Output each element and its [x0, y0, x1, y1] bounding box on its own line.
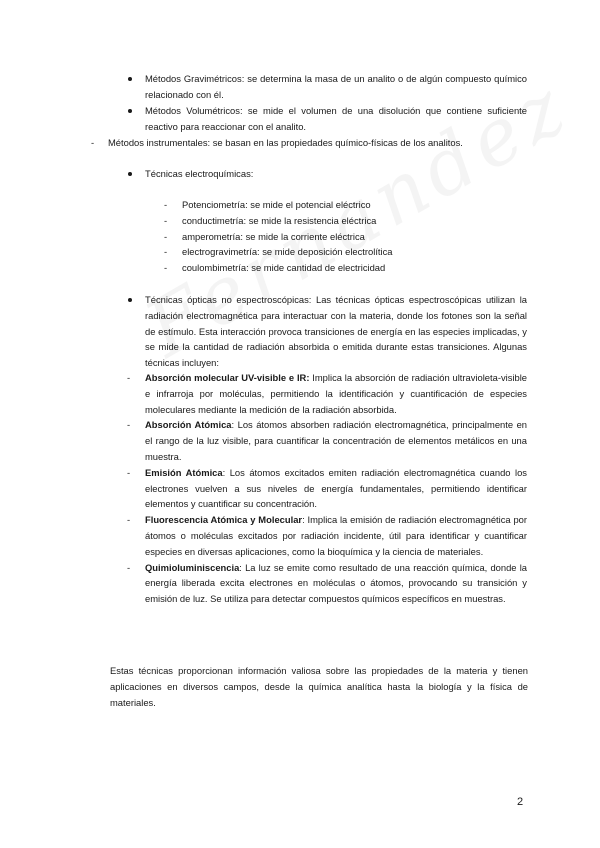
list-item: - coulombimetría: se mide cantidad de electricidad — [164, 262, 386, 274]
list-item: - Absorción molecular UV-visible e IR: Implica la absorción de radiación ultravioleta-visible e infrarroja por moléculas, permitiendo la identificación y cuantificación de especies moleculares mediante la medición de la radiación absorbida. — [127, 372, 527, 415]
list-item: - Fluorescencia Atómica y Molecular: Implica la emisión de radiación electromagnética por átomos o moléculas excitados por radiación incidente, útil para identificar y cuantificar especies en diversas aplicaciones, como la bioquímica y la ciencia de materiales. — [127, 514, 527, 557]
technique-term: Quimioluminiscencia — [145, 561, 240, 573]
volumetric-text: : se mide el volumen de una disolución que contiene suficiente reactivo para reaccionar con el analito. — [145, 105, 528, 132]
electrochem-heading: Técnicas electroquímicas: — [145, 168, 254, 179]
technique-term: Absorción molecular UV-visible e IR: — [145, 372, 310, 383]
list-item: - Emisión Atómica: Los átomos excitados emiten radiación electromagnética cuando los electrones vuelven a sus niveles de energía fundamentales, permitiendo identificar elementos y cuantificar su concentración. — [127, 466, 527, 510]
optical-intro: Técnicas ópticas no espectroscópicas: Las técnicas ópticas espectroscópicas utilizan la radiación electromagnética para interactuar con la materia, donde los fotones son la señal de estímulo. Esta interacción provoca transiciones de energía en las especies implicadas, y se mide la cantidad de radiación absorbida o emitida durante estas transiciones. Algunas técnicas incluyen: — [145, 294, 527, 369]
list-item: - conductimetría: se mide la resistencia eléctrica — [164, 214, 377, 226]
bullet-dot-icon — [128, 298, 132, 302]
list-item: - Quimioluminiscencia: La luz se emite como resultado de una reacción química, donde la energía liberada excita electrones en moléculas o átomos, provocando su transición y emisión de luz. Se utiliza para detectar compuestos químicos específicos en muestras. — [127, 561, 527, 605]
technique-term: Emisión Atómica — [145, 466, 223, 478]
dash-instrumental: - — [91, 137, 95, 148]
bullet-dot-icon — [128, 109, 132, 113]
volumetric-term: Métodos Volumétricos — [145, 105, 240, 116]
list-item: - amperometría: se mide la corriente eléctrica — [164, 230, 365, 242]
page-number: 2 — [517, 796, 524, 808]
electrochem-list — [164, 197, 464, 276]
gravimetric-text: : se determina la masa de un analito o de algún compuesto químico relacionado con él. — [145, 73, 528, 100]
technique-term: Absorción Atómica — [145, 419, 232, 431]
bullet-dot-icon — [128, 77, 132, 81]
gravimetric-term: Métodos Gravimétricos — [145, 73, 242, 84]
conclusion-paragraph: Estas técnicas proporcionan información valiosa sobre las propiedades de la materia y tienen aplicaciones en diversos campos, desde la química analítica hasta la biología y la física de materiales. — [110, 665, 528, 708]
bullet-dot-icon — [128, 172, 132, 176]
gravimetric-item — [145, 71, 527, 103]
instrumental-methods: Métodos instrumentales: se basan en las propiedades químico-físicas de los analitos. — [108, 137, 463, 148]
list-item: - electrogravimetría: se mide deposición electrolítica — [164, 246, 393, 258]
technique-term: Fluorescencia Atómica y Molecular — [145, 514, 303, 526]
list-item: - Potenciometría: se mide el potencial eléctrico — [164, 199, 371, 210]
volumetric-item — [145, 103, 527, 135]
list-item: - Absorción Atómica: Los átomos absorben radiación electromagnética, principalmente en el rango de la luz visible, para cuantificar la concentración de elementos metálicos en una muestra. — [127, 419, 527, 462]
optical-list — [127, 370, 527, 607]
